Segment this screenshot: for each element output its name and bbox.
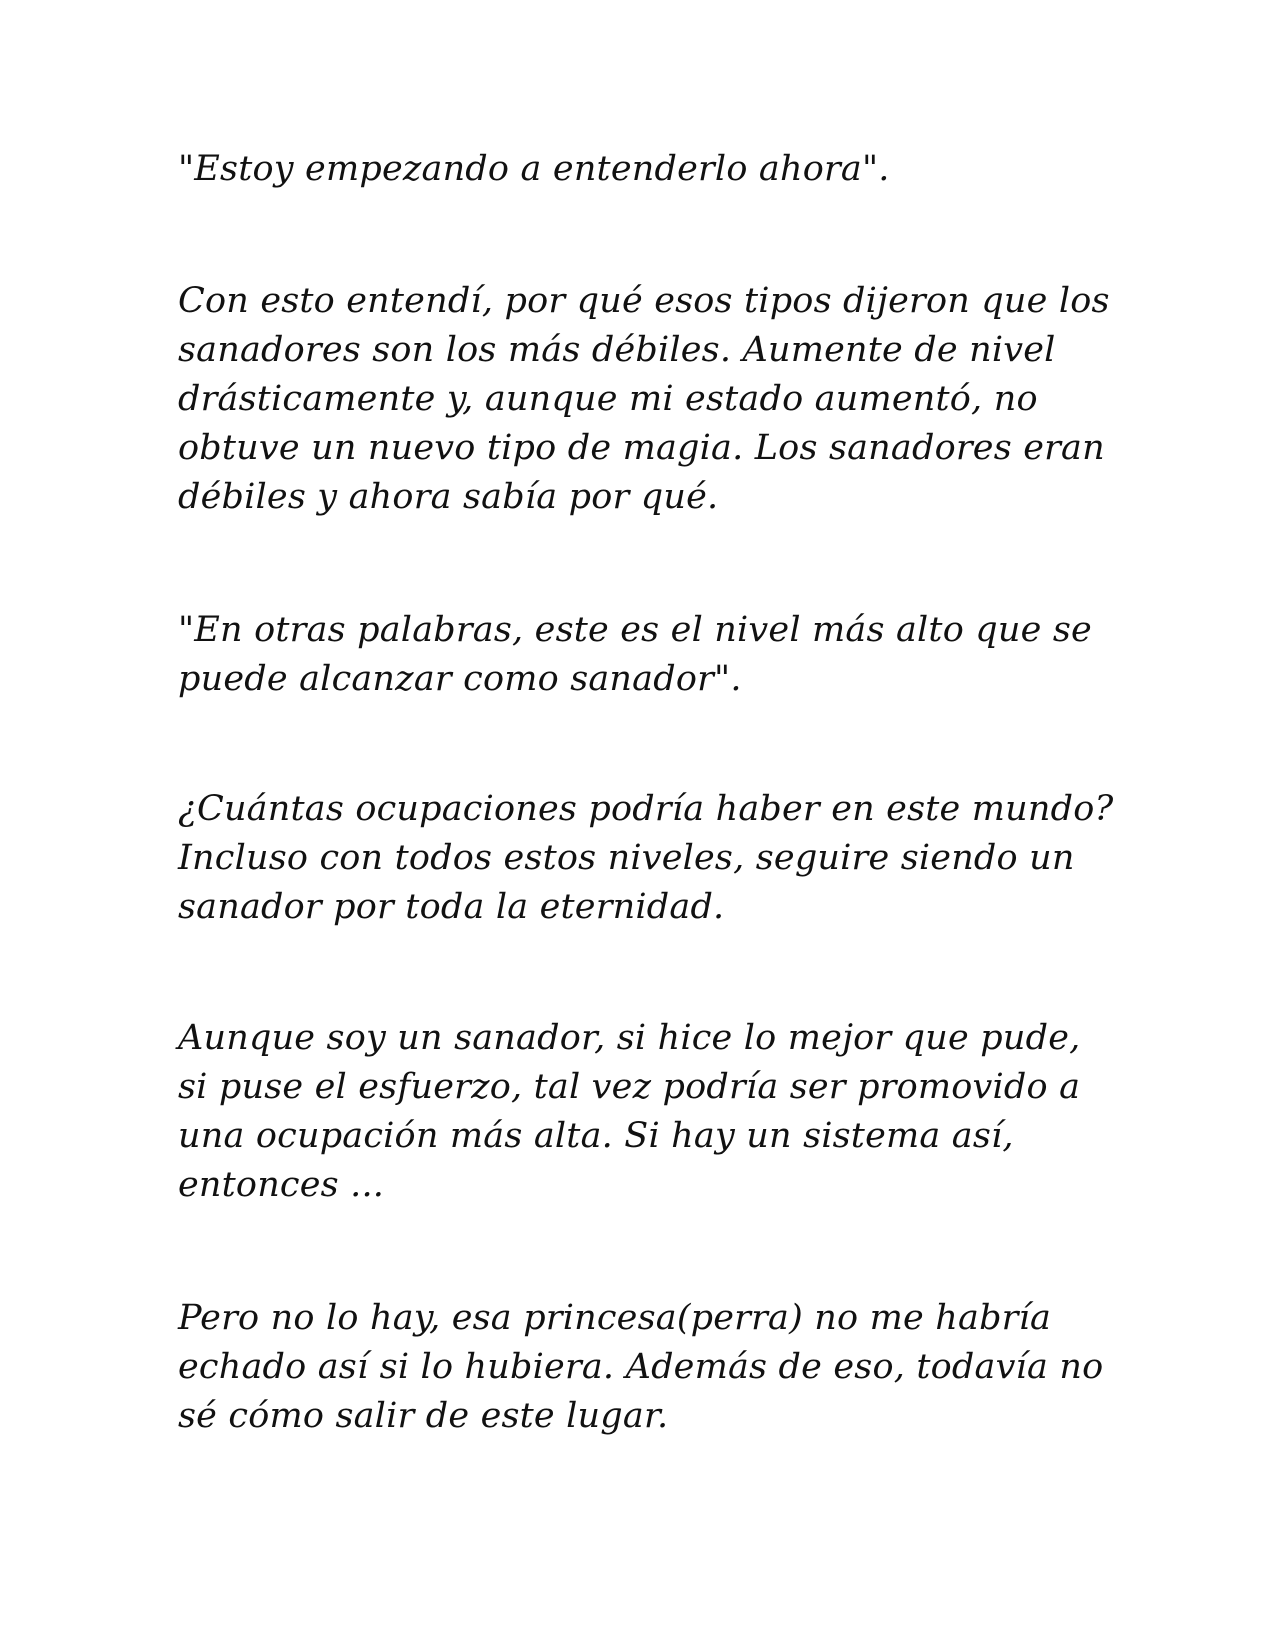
paragraph-1 xyxy=(178,145,1118,194)
paragraph-line: una ocupación más alta. Si hay un sistema así, xyxy=(178,1116,1014,1156)
paragraph-line: sanador por toda la eternidad. xyxy=(178,887,725,927)
paragraph-line: obtuve un nuevo tipo de magia. Los sanadores eran xyxy=(178,428,1105,468)
paragraph-4 xyxy=(178,785,1118,932)
paragraph-line: Incluso con todos estos niveles, seguire siendo un xyxy=(178,838,1075,878)
paragraph-6 xyxy=(178,1294,1118,1441)
paragraph-line: si puse el esfuerzo, tal vez podría ser promovido a xyxy=(178,1067,1081,1107)
paragraph-5 xyxy=(178,1014,1118,1210)
paragraph-line: sanadores son los más débiles. Aumente de nivel xyxy=(178,330,1056,370)
paragraph-3 xyxy=(178,606,1118,704)
paragraph-line: Aunque soy un sanador, si hice lo mejor que pude, xyxy=(178,1018,1081,1058)
paragraph-2 xyxy=(178,277,1118,522)
paragraph-line: Pero no lo hay, esa princesa(perra) no me habría xyxy=(178,1298,1052,1338)
paragraph-line: ¿Cuántas ocupaciones podría haber en este mundo? xyxy=(178,789,1114,829)
paragraph-line: puede alcanzar como sanador". xyxy=(178,659,742,699)
paragraph-line: débiles y ahora sabía por qué. xyxy=(178,477,719,517)
paragraph-line: drásticamente y, aunque mi estado aumentó, no xyxy=(178,379,1038,419)
paragraph-line: sé cómo salir de este lugar. xyxy=(178,1396,669,1436)
paragraph-line: "Estoy empezando a entenderlo ahora". xyxy=(178,149,890,189)
paragraph-line: "En otras palabras, este es el nivel más alto que se xyxy=(178,610,1092,650)
paragraph-line: entonces ... xyxy=(178,1165,385,1205)
paragraph-line: echado así si lo hubiera. Además de eso, todavía no xyxy=(178,1347,1104,1387)
paragraph-line: Con esto entendí, por qué esos tipos dijeron que los xyxy=(178,281,1110,321)
